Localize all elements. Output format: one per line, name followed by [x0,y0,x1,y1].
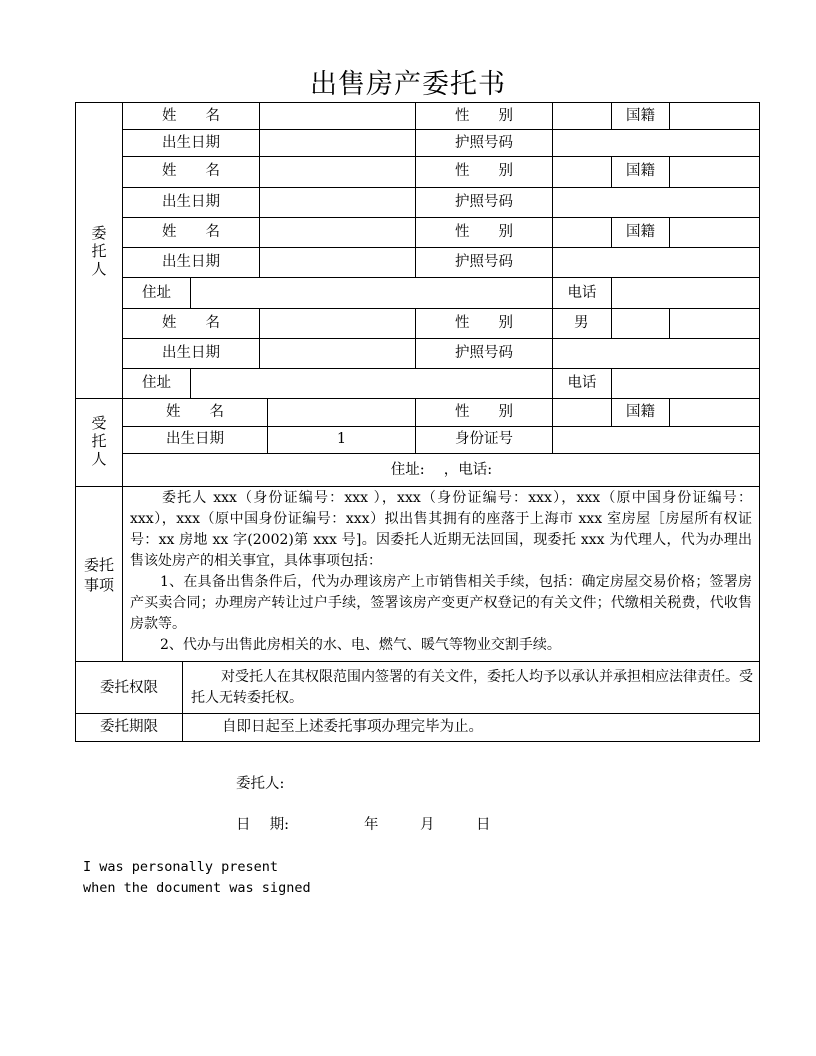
col-divider [669,156,670,187]
passport-label: 护照号码 [455,135,513,151]
row-divider [122,217,760,218]
col-divider [552,398,553,453]
matters-label: 委托 事项 [83,556,114,594]
col-divider [190,277,191,308]
gender-label: 性 别 [455,163,513,179]
row-divider [122,338,760,339]
phone-label: 电话 [567,375,597,391]
matters-paragraph-1: 委托人 xxx（身份证编号：xxx ），xxx（身份证编号：xxx），xxx（原中国身份证编号：xxx），xxx（原中国身份证编号：xxx）拟出售其拥有的座落于上海市 xxx 室房屋［房屋所有权证号：xx 房地 xx 字(2002)第 xxx 号]。因委托人近期无法回国，现委托 xxx 为代理人，代为办理出售该处房产的相关事宜，具体事项包括： [130,490,752,569]
col-divider [669,217,670,247]
nationality-label: 国籍 [626,108,655,124]
signature-year: 年 [364,817,379,833]
signature-day: 日 [476,817,491,833]
col-divider [611,308,612,338]
passport-label: 护照号码 [455,194,513,210]
period-text: 自即日起至上述委托事项办理完毕为止。 [222,719,483,735]
principal-section-label: 委托人 [91,224,107,278]
signature-month: 月 [420,817,435,833]
col-divider [669,102,670,129]
dob-label: 出生日期 [162,345,220,361]
col-divider [182,661,183,742]
col-divider [611,368,612,398]
name-label: 姓 名 [162,315,220,331]
section-divider [75,398,760,399]
agent-section-label: 受托人 [91,414,107,468]
agent-dob-label: 出生日期 [166,431,224,447]
agent-address-phone: 住址: ，电话: [390,462,493,478]
gender-value: 男 [574,315,589,331]
col-divider [611,277,612,308]
name-label: 姓 名 [162,163,220,179]
signature-principal: 委托人: [236,776,285,792]
col-divider [259,308,260,368]
col-divider [259,102,260,277]
agent-id-label: 身份证号 [455,431,513,447]
dob-label: 出生日期 [162,135,220,151]
agent-name-label: 姓 名 [166,404,224,420]
agent-gender-label: 性 别 [455,404,513,420]
signature-date-label: 日 期: [236,817,289,833]
passport-label: 护照号码 [455,345,513,361]
document-title: 出售房产委托书 [310,69,506,100]
section-divider [75,661,760,662]
col-divider [415,102,416,277]
gender-label: 性 别 [455,108,513,124]
row-divider [122,247,760,248]
matters-paragraph-3: 2、代办与出售此房相关的水、电、燃气、暖气等物业交割手续。 [160,637,561,653]
phone-label: 电话 [567,285,597,301]
gender-label: 性 别 [455,315,513,331]
row-divider [122,277,760,278]
passport-label: 护照号码 [455,254,513,270]
col-divider [190,368,191,398]
dob-label: 出生日期 [162,194,220,210]
nationality-label: 国籍 [626,163,655,179]
section-divider [75,486,760,487]
nationality-label: 国籍 [626,224,655,240]
row-divider [122,187,760,188]
authority-text: 对受托人在其权限范围内签署的有关文件，委托人均予以承认并承担相应法律责任。受托人无转委托权。 [191,669,753,706]
row-divider [122,129,760,130]
row-divider [122,156,760,157]
col-divider [552,102,553,277]
agent-dob-value: 1 [336,431,347,447]
col-divider [669,308,670,338]
note-line-1: I was personally present [83,859,279,875]
address-label: 住址 [142,375,171,391]
period-label: 委托期限 [100,719,158,735]
authority-label: 委托权限 [100,680,158,696]
dob-label: 出生日期 [162,254,220,270]
matters-paragraph-2: 1、在具备出售条件后，代为办理该房产上市销售相关手续，包括：确定房屋交易价格；签署房产买卖合同；办理房产转让过户手续，签署该房产变更产权登记的有关文件；代缴相关税费，代收售房款等。 [130,574,752,632]
name-label: 姓 名 [162,108,220,124]
section-divider [75,713,760,714]
row-divider [122,453,760,454]
address-label: 住址 [142,285,171,301]
name-label: 姓 名 [162,224,220,240]
note-line-2: when the document was signed [83,880,311,896]
col-divider [552,308,553,368]
gender-label: 性 别 [455,224,513,240]
row-divider [122,426,760,427]
agent-nationality-label: 国籍 [626,404,655,420]
row-divider [122,308,760,309]
col-divider [669,398,670,426]
row-divider [122,368,760,369]
